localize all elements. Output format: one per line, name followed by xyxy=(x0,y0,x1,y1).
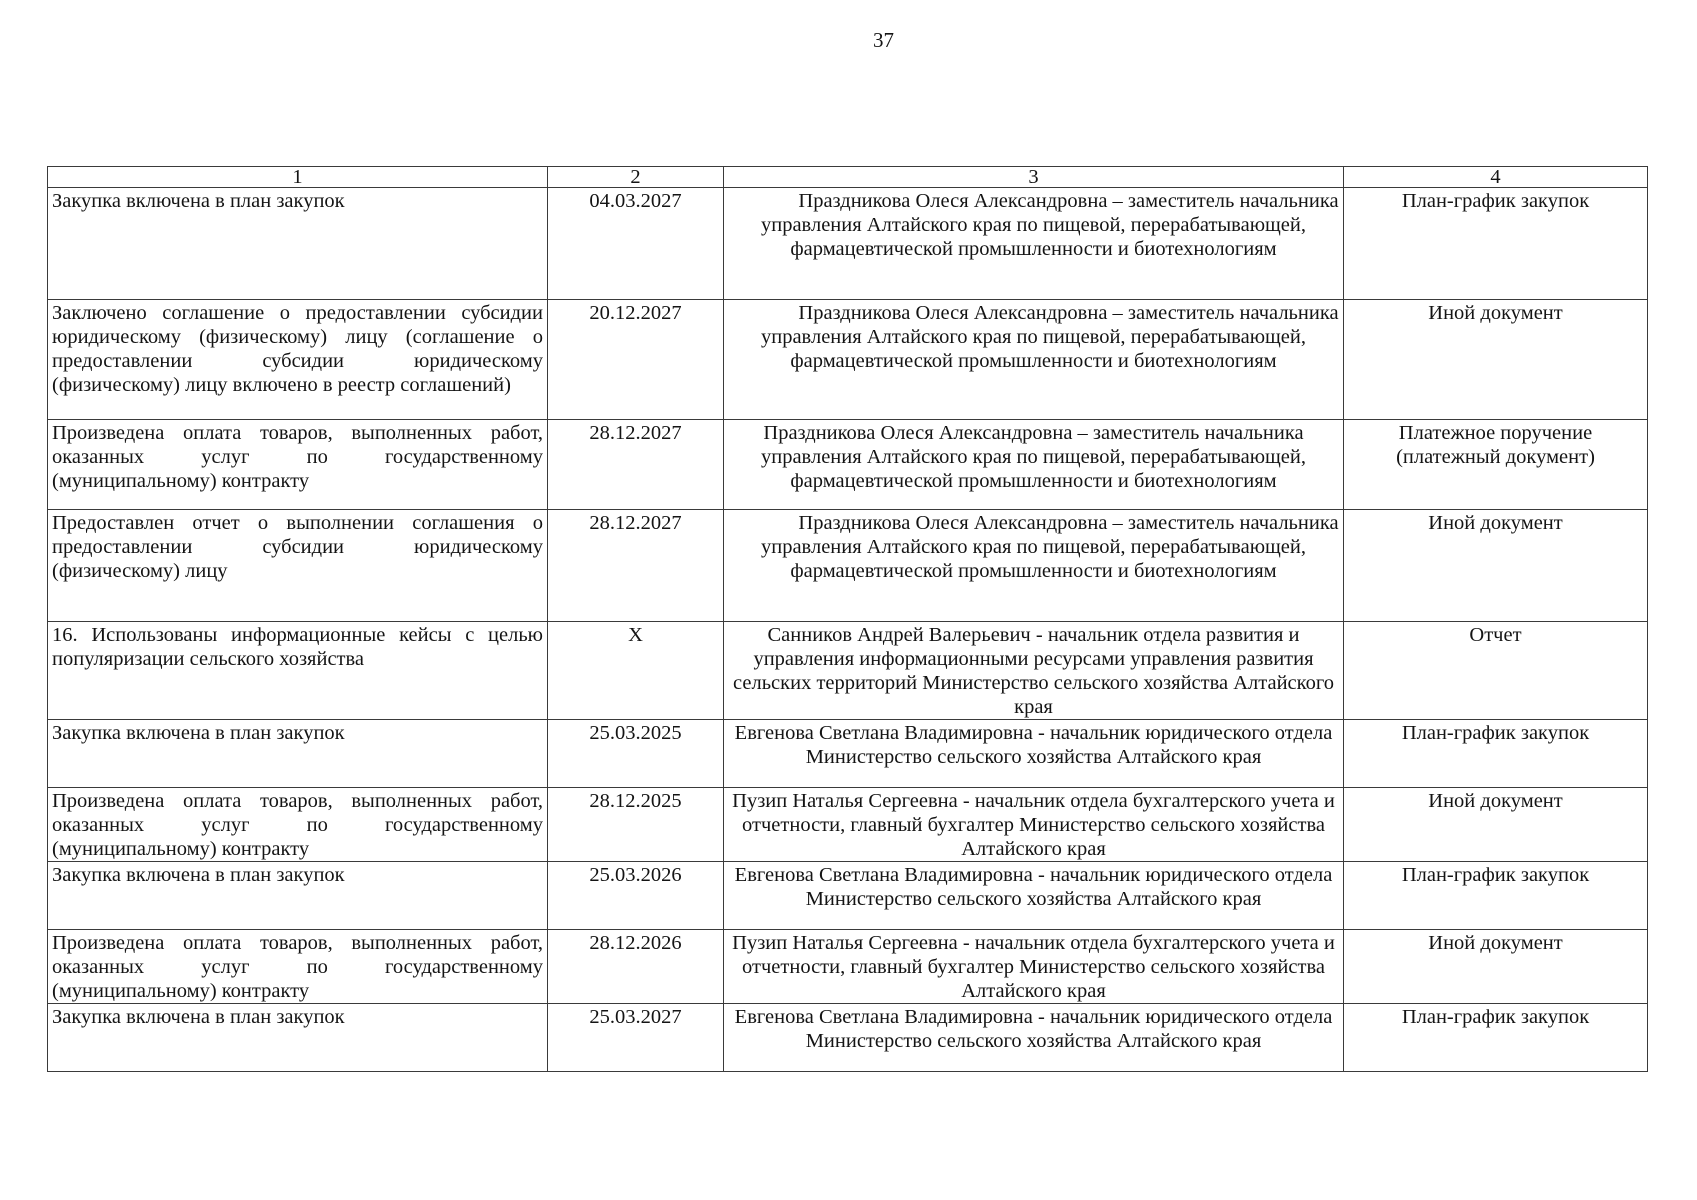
responsible-cell: Евгенова Светлана Владимировна - начальник юридического отдела Министерство сельского хозяйства Алтайского края xyxy=(724,1004,1344,1072)
document-cell: План-график закупок xyxy=(1344,188,1648,300)
event-cell: Предоставлен отчет о выполнении соглашения о предоставлении субсидии юридическому (физическому) лицу xyxy=(48,510,548,622)
event-cell: Произведена оплата товаров, выполненных работ, оказанных услуг по государственному (муниципальному) контракту xyxy=(48,420,548,510)
event-cell: Закупка включена в план закупок xyxy=(48,188,548,300)
table-row xyxy=(48,622,1648,720)
column-header-1: 1 xyxy=(48,167,548,188)
column-header-2: 2 xyxy=(548,167,724,188)
event-cell: Произведена оплата товаров, выполненных работ, оказанных услуг по государственному (муниципальному) контракту xyxy=(48,930,548,1004)
date-cell: 28.12.2025 xyxy=(548,788,724,862)
document-cell: Иной документ xyxy=(1344,930,1648,1004)
responsible-cell: Праздникова Олеся Александровна – заместитель начальника управления Алтайского края по пищевой, перерабатывающей, фармацевтической промышленности и биотехнологиям xyxy=(724,188,1344,300)
document-cell: Иной документ xyxy=(1344,300,1648,420)
document-cell: Отчет xyxy=(1344,622,1648,720)
document-cell: Платежное поручение (платежный документ) xyxy=(1344,420,1648,510)
table-row xyxy=(48,788,1648,862)
table-header-row xyxy=(48,167,1648,188)
responsible-cell: Евгенова Светлана Владимировна - начальник юридического отдела Министерство сельского хозяйства Алтайского края xyxy=(724,720,1344,788)
event-cell: Заключено соглашение о предоставлении субсидии юридическому (физическому) лицу (соглашение о предоставлении субсидии юридическому (физическому) лицу включено в реестр соглашений) xyxy=(48,300,548,420)
date-cell: 28.12.2026 xyxy=(548,930,724,1004)
date-cell: X xyxy=(548,622,724,720)
table-row xyxy=(48,1004,1648,1072)
table-row xyxy=(48,930,1648,1004)
control-points-table xyxy=(47,166,1648,1072)
event-cell: Произведена оплата товаров, выполненных работ, оказанных услуг по государственному (муниципальному) контракту xyxy=(48,788,548,862)
responsible-cell: Пузип Наталья Сергеевна - начальник отдела бухгалтерского учета и отчетности, главный бухгалтер Министерство сельского хозяйства Алтайского края xyxy=(724,788,1344,862)
column-header-3: 3 xyxy=(724,167,1344,188)
date-cell: 28.12.2027 xyxy=(548,420,724,510)
responsible-cell: Санников Андрей Валерьевич - начальник отдела развития и управления информационными ресурсами управления развития сельских территорий Министерство сельского хозяйства Алтайского края xyxy=(724,622,1344,720)
document-cell: Иной документ xyxy=(1344,788,1648,862)
date-cell: 20.12.2027 xyxy=(548,300,724,420)
responsible-cell: Пузип Наталья Сергеевна - начальник отдела бухгалтерского учета и отчетности, главный бухгалтер Министерство сельского хозяйства Алтайского края xyxy=(724,930,1344,1004)
table-row xyxy=(48,510,1648,622)
table-row xyxy=(48,188,1648,300)
date-cell: 25.03.2026 xyxy=(548,862,724,930)
page-number: 37 xyxy=(873,28,894,52)
date-cell: 28.12.2027 xyxy=(548,510,724,622)
responsible-cell: Праздникова Олеся Александровна – заместитель начальника управления Алтайского края по пищевой, перерабатывающей, фармацевтической промышленности и биотехнологиям xyxy=(724,420,1344,510)
responsible-cell: Праздникова Олеся Александровна – заместитель начальника управления Алтайского края по пищевой, перерабатывающей, фармацевтической промышленности и биотехнологиям xyxy=(724,510,1344,622)
table-row xyxy=(48,862,1648,930)
date-cell: 25.03.2025 xyxy=(548,720,724,788)
responsible-cell: Праздникова Олеся Александровна – заместитель начальника управления Алтайского края по пищевой, перерабатывающей, фармацевтической промышленности и биотехнологиям xyxy=(724,300,1344,420)
column-header-4: 4 xyxy=(1344,167,1648,188)
document-cell: План-график закупок xyxy=(1344,1004,1648,1072)
event-cell: Закупка включена в план закупок xyxy=(48,1004,548,1072)
event-cell: Закупка включена в план закупок xyxy=(48,720,548,788)
event-cell: Закупка включена в план закупок xyxy=(48,862,548,930)
document-cell: План-график закупок xyxy=(1344,862,1648,930)
date-cell: 04.03.2027 xyxy=(548,188,724,300)
event-cell: 16. Использованы информационные кейсы с целью популяризации сельского хозяйства xyxy=(48,622,548,720)
table-row xyxy=(48,720,1648,788)
responsible-cell: Евгенова Светлана Владимировна - начальник юридического отдела Министерство сельского хозяйства Алтайского края xyxy=(724,862,1344,930)
table-row xyxy=(48,300,1648,420)
date-cell: 25.03.2027 xyxy=(548,1004,724,1072)
document-cell: Иной документ xyxy=(1344,510,1648,622)
table-row xyxy=(48,420,1648,510)
document-cell: План-график закупок xyxy=(1344,720,1648,788)
